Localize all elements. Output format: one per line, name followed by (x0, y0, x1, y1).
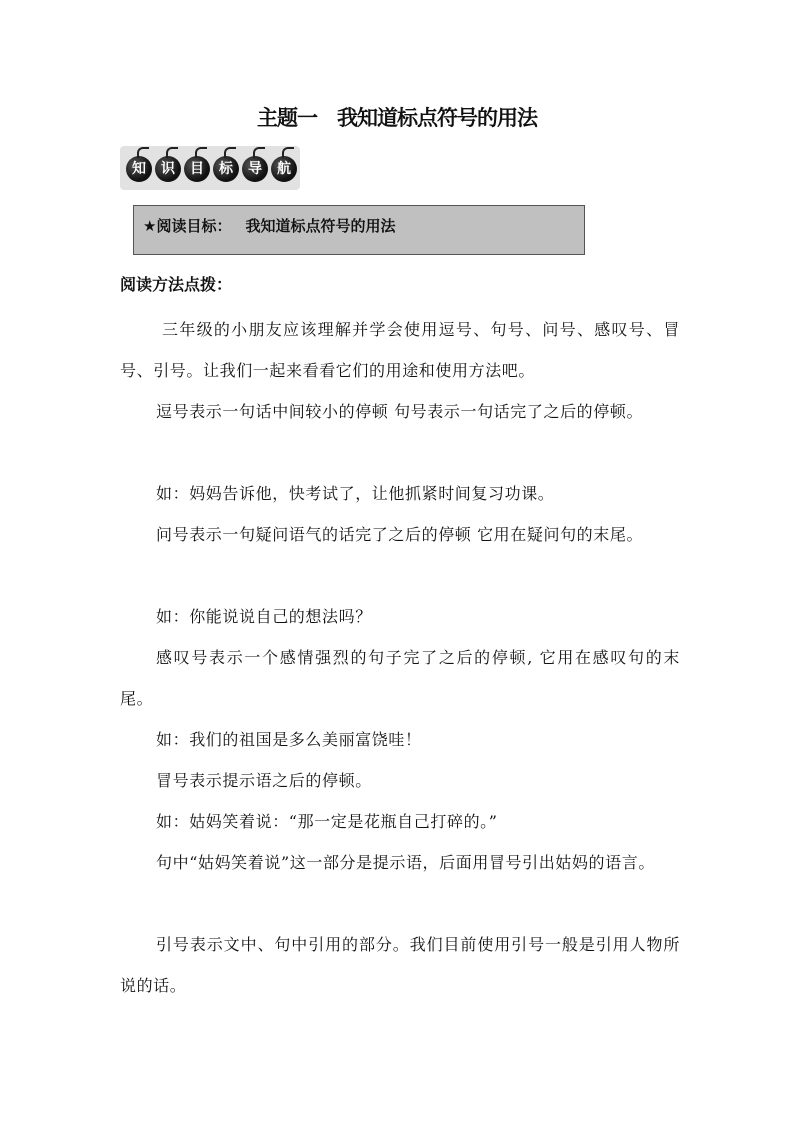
title-topic: 主题一 (257, 106, 317, 130)
knowledge-goal-banner (120, 146, 300, 190)
page-title (0, 102, 794, 132)
goal-label: ★阅读目标： (143, 217, 232, 235)
method-heading: 阅读方法点拨： (120, 275, 233, 294)
reading-goal-box (133, 205, 585, 255)
badge-zhi: 知 (126, 156, 152, 182)
badge-dao: 导 (242, 156, 268, 182)
paragraph-quotation-marks: 引号表示文中、句中引用的部分。我们目前使用引号一般是引用人物所说的话。 (120, 935, 680, 995)
badge-mu: 目 (184, 156, 210, 182)
goal-text: 我知道标点符号的用法 (245, 217, 396, 235)
paragraph-question-mark: 问号表示一句疑问语气的话完了之后的停顿 它用在疑问句的末尾。 (156, 525, 644, 544)
paragraph-example-1: 如：妈妈告诉他，快考试了，让他抓紧时间复习功课。 (156, 484, 555, 503)
badge-shi: 识 (155, 156, 181, 182)
paragraph-comma-period: 逗号表示一句话中间较小的停顿 句号表示一句话完了之后的停顿。 (156, 402, 644, 421)
paragraph-example-2: 如：你能说说自己的想法吗？ (156, 607, 372, 626)
paragraph-example-3: 如：我们的祖国是多么美丽富饶哇！ (156, 730, 422, 749)
badge-biao: 标 (213, 156, 239, 182)
paragraph-colon: 冒号表示提示语之后的停顿。 (156, 771, 372, 790)
title-text: 我知道标点符号的用法 (337, 106, 537, 130)
paragraph-intro: 三年级的小朋友应该理解并学会使用逗号、句号、问号、感叹号、冒号、引号。让我们一起来看看它们的用途和使用方法吧。 (120, 320, 680, 380)
paragraph-exclamation: 感叹号表示一个感情强烈的句子完了之后的停顿, 它用在感叹句的末尾。 (120, 648, 680, 708)
paragraph-example-4: 如：姑妈笑着说：“那一定是花瓶自己打碎的。” (156, 812, 498, 831)
paragraph-prompt-explanation: 句中“姑妈笑着说”这一部分是提示语，后面用冒号引出姑妈的语言。 (156, 853, 655, 872)
badge-hang: 航 (271, 156, 297, 182)
